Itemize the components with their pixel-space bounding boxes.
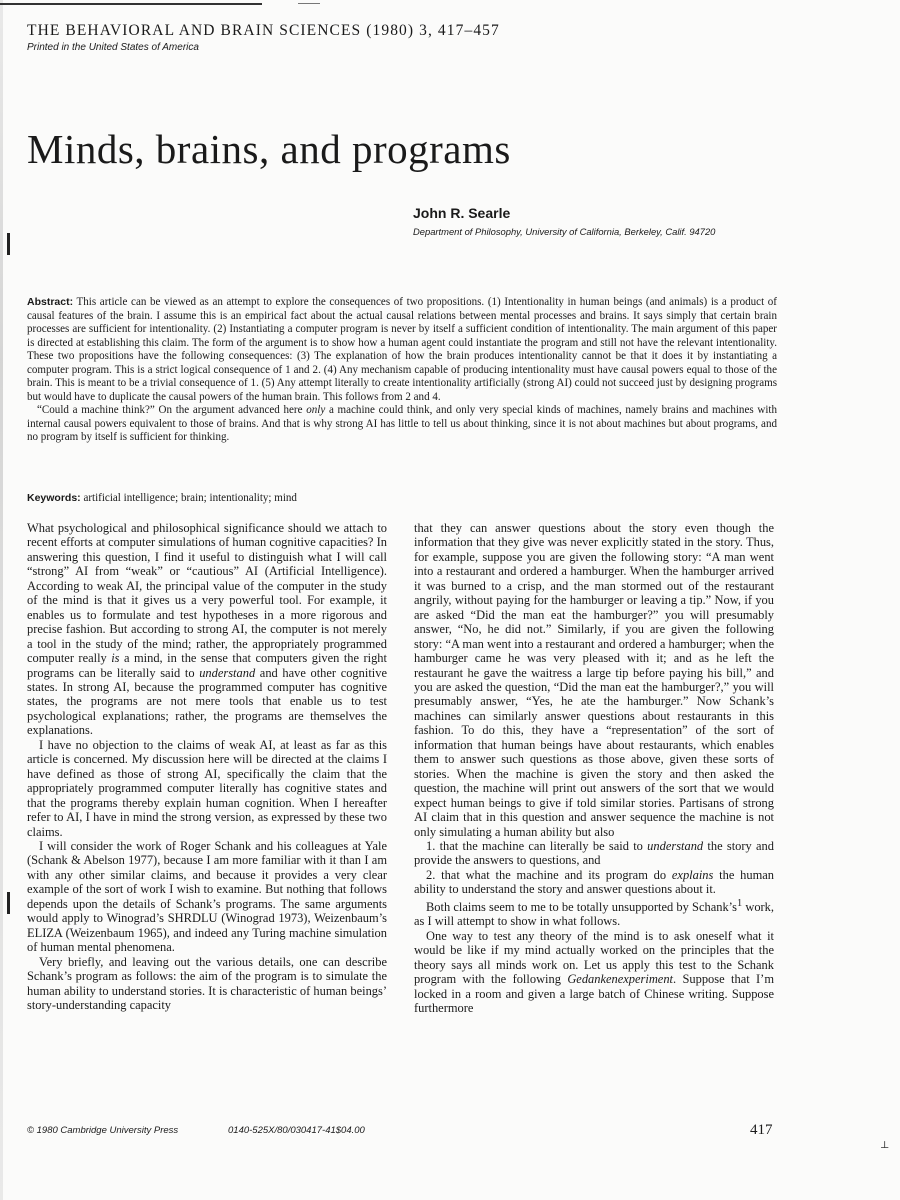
body-emphasis: understand xyxy=(647,838,704,853)
body-text: the human ability to understand the story and answer questions about it. xyxy=(414,867,774,897)
body-text: and have other cognitive states. In strong AI, because the programmed computer has cognitive states, the programs are not mere tools that enable us to test psychological explanations; rather, the programs are themselves the explanations. xyxy=(27,665,387,738)
body-paragraph: I have no objection to the claims of weak AI, at least as far as this article is concerned. My discussion here will be directed at the claims I have defined as those of strong AI, specifically the claim that the appropriately programmed computer literally has cognitive states and that the programs thereby explain human cognition. When I hereafter refer to AI, I have in mind the strong version, as expressed by these two claims. xyxy=(27,737,387,839)
body-paragraph: I will consider the work of Roger Schank and his colleagues at Yale (Schank & Abelson 1977), because I am more familiar with it than I am with any other similar claims, and because it provides a very clear example of the sort of work I wish to examine. But nothing that follows depends upon the details of Schank’s programs. The same arguments would apply to Winograd’s SHRDLU (Winograd 1973), Weizenbaum’s ELIZA (Weizenbaum 1965), and indeed any Turing machine simulation of human mental phenomena. xyxy=(27,838,387,955)
body-text: One way to test any theory of the mind is to ask oneself what it would be like if my mind actually worked on the principles that the theory says all minds work on. Let us apply this test to the Schank program with the following xyxy=(414,928,774,987)
journal-header: THE BEHAVIORAL AND BRAIN SCIENCES (1980) 3, 417–457 xyxy=(27,22,500,39)
body-column-left xyxy=(27,521,387,1012)
body-emphasis: Gedankenexperiment xyxy=(567,972,673,987)
margin-mark xyxy=(7,892,10,914)
body-emphasis: is xyxy=(111,651,120,666)
body-text: the story and provide the answers to questions, and xyxy=(414,838,774,868)
abstract-label: Abstract: xyxy=(27,296,74,308)
body-text: Both claims seem to me to be totally unsupported by Schank’s xyxy=(426,899,737,914)
footer-copyright: © 1980 Cambridge University Press xyxy=(27,1125,179,1136)
abstract-text: This article can be viewed as an attempt to explore the consequences of two propositions. (1) Intentionality in human beings (and animals) is a product of causal features of the brain. I assume this is an empirical fact about the actual causal relations between mental processes and brains. It says simply that certain brain processes are sufficient for intentionality. (2) Instantiating a computer program is never by itself a sufficient condition of intentionality. The main argument of this paper is directed at establishing this claim. The form of the argument is to show how a human agent could instantiate the program and still not have the relevant intentionality. These two propositions have the following consequences: (3) The explanation of how the brain produces intentionality cannot be that it does it by instantiating a computer program. This is a strict logical consequence of 1 and 2. (4) Any mechanism capable of producing intentionality must have causal powers equal to those of the brain. This is meant to be a trivial consequence of 1. (5) Any attempt literally to create intentionality artificially (strong AI) could not succeed just by designing programs but would have to duplicate the causal powers of the human brain. This follows from 2 and 4. xyxy=(27,296,777,403)
paper-title: Minds, brains, and programs xyxy=(27,126,511,172)
printed-note: Printed in the United States of America xyxy=(27,42,199,53)
footnote-marker: 1 xyxy=(736,897,743,909)
body-paragraph xyxy=(414,929,774,1016)
abstract-emphasis: only xyxy=(306,404,326,416)
abstract-text: a machine could think, and only very special kinds of machines, namely brains and machines with internal causal powers equivalent to those of brains. And that is why strong AI has little to tell us about thinking, since it is not about machines but about programs, and no program by itself is sufficient for thinking. xyxy=(27,404,777,443)
body-text: 1. that the machine can literally be said to xyxy=(426,838,648,853)
abstract-paragraph xyxy=(27,296,777,404)
author-name: John R. Searle xyxy=(413,205,511,221)
abstract xyxy=(27,296,777,445)
header-rule-short xyxy=(298,3,320,4)
body-paragraph xyxy=(27,521,387,738)
body-column-right xyxy=(414,521,774,1016)
author-affiliation: Department of Philosophy, University of California, Berkeley, Calif. 94720 xyxy=(413,226,716,237)
page-number: 417 xyxy=(750,1122,773,1138)
header-rule xyxy=(0,3,262,5)
abstract-paragraph xyxy=(27,404,777,445)
scan-edge xyxy=(0,0,3,1200)
numbered-claim-1 xyxy=(414,839,774,868)
body-emphasis: understand xyxy=(199,665,256,680)
keywords-text: artificial intelligence; brain; intentionality; mind xyxy=(80,492,297,504)
body-paragraph: Very briefly, and leaving out the various details, one can describe Schank’s program as follows: the aim of the program is to simulate the human ability to understand stories. It is characteristic of human beings’ story-understanding capacity xyxy=(27,954,387,1012)
body-paragraph: that they can answer questions about the story even though the information that they give was never explicitly stated in the story. Thus, for example, suppose you are given the following story: “A man went into a restaurant and ordered a hamburger. When the hamburger arrived it was burned to a crisp, and the man stormed out of the restaurant angrily, without paying for the hamburger or leaving a tip.” Now, if you are asked “Did the man eat the hamburger?” you will presumably answer, “No, he did not.” Similarly, if you are given the following story: “A man went into a restaurant and ordered a hamburger; when the hamburger came he was very pleased with it; and as he left the restaurant he gave the waitress a large tip before paying his bill,” and you are asked the question, “Did the man eat the hamburger?,” you will presumably answer, “Yes, he ate the hamburger.” Now Schank’s machines can similarly answer questions about restaurants in this fashion. To do this, they have a “representation” of the sort of information that human beings have about restaurants, which enables them to answer such questions as those above, given these sorts of stories. When the machine is given the story and then asked the question, the machine will print out answers of the sort that we would expect human beings to give if told similar stories. Partisans of strong AI claim that in this question and answer sequence the machine is not only simulating a human ability but also xyxy=(414,521,774,839)
body-text: work, as I will attempt to show in what follows. xyxy=(414,899,775,929)
body-paragraph xyxy=(414,897,774,929)
body-text: . Suppose that I’m locked in a room and given a large batch of Chinese writing. Suppose furthermore xyxy=(414,972,775,1016)
keywords xyxy=(27,492,297,504)
margin-mark xyxy=(7,233,10,255)
body-text: What psychological and philosophical significance should we attach to recent efforts at computer simulations of human cognitive capacities? In answering this question, I find it useful to distinguish what I will call “strong” AI from “weak” or “cautious” AI (Artificial Intelligence). According to weak AI, the principal value of the computer in the study of the mind is that it gives us a very powerful tool. For example, it enables us to formulate and test hypotheses in a more rigorous and precise fashion. But according to strong AI, the computer is not merely a tool in the study of the mind; rather, the appropriately programmed computer really xyxy=(27,521,387,666)
corner-mark: ⊥ xyxy=(880,1140,890,1151)
body-text: a mind, in the sense that computers given the right programs can be literally said to xyxy=(27,651,387,680)
body-emphasis: explains xyxy=(671,867,714,882)
numbered-claim-2 xyxy=(414,868,774,897)
keywords-label: Keywords: xyxy=(27,492,81,504)
footer-issn: 0140-525X/80/030417-41$04.00 xyxy=(228,1125,365,1136)
abstract-text: “Could a machine think?” On the argument advanced here xyxy=(37,404,307,416)
body-text: 2. that what the machine and its program do xyxy=(426,867,672,882)
